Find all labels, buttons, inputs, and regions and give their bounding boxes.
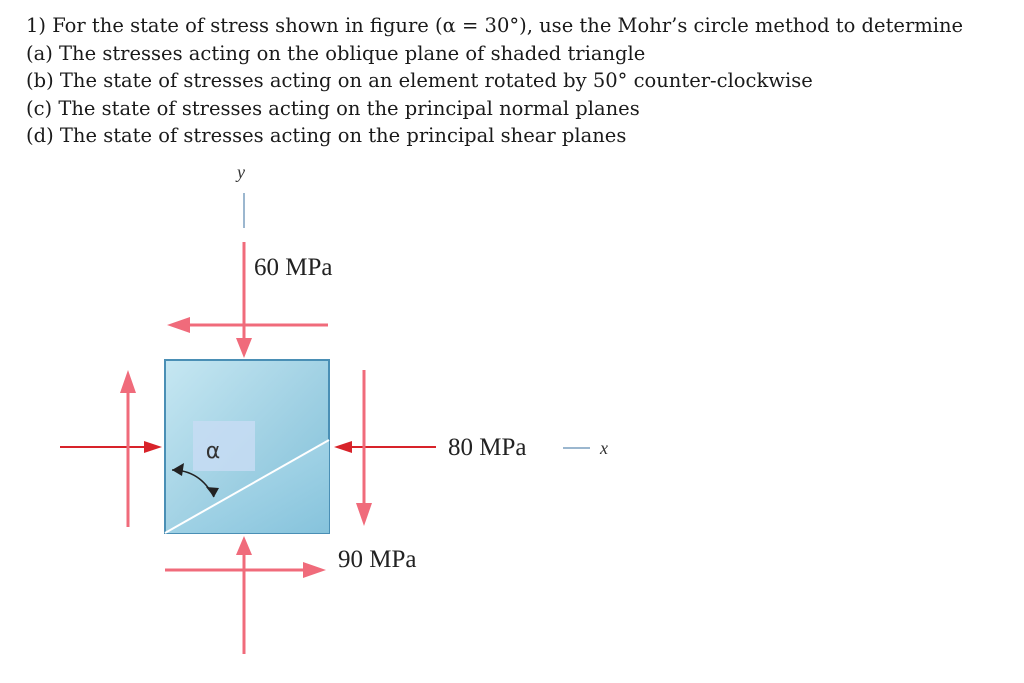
top-shear-arrow [167, 317, 328, 333]
right-stress-label: 80 MPa [448, 434, 527, 461]
problem-part-b: (b) The state of stresses acting on an element rotated by 50° counter-clockwise [26, 69, 813, 92]
left-shear-arrow [120, 370, 136, 527]
angle-label-bg [193, 421, 255, 471]
problem-part-d: (d) The state of stresses acting on the principal shear planes [26, 124, 627, 147]
y-axis-label: y [237, 162, 245, 182]
problem-intro: 1) For the state of stress shown in figure (α = 30°), use the Mohr’s circle method to determine [26, 14, 964, 37]
right-normal-arrow [334, 441, 436, 453]
top-normal-arrow [236, 242, 252, 358]
x-axis-label: x [600, 438, 608, 458]
left-normal-arrow [60, 441, 162, 453]
top-stress-label: 60 MPa [254, 254, 333, 281]
problem-part-a: (a) The stresses acting on the oblique plane of shaded triangle [26, 41, 646, 65]
bottom-normal-arrow [236, 536, 252, 654]
problem-part-c: (c) The state of stresses acting on the principal normal planes [26, 96, 640, 120]
angle-alpha-label: α [205, 439, 221, 464]
stress-element [165, 360, 329, 533]
bottom-stress-label: 90 MPa [338, 546, 417, 573]
